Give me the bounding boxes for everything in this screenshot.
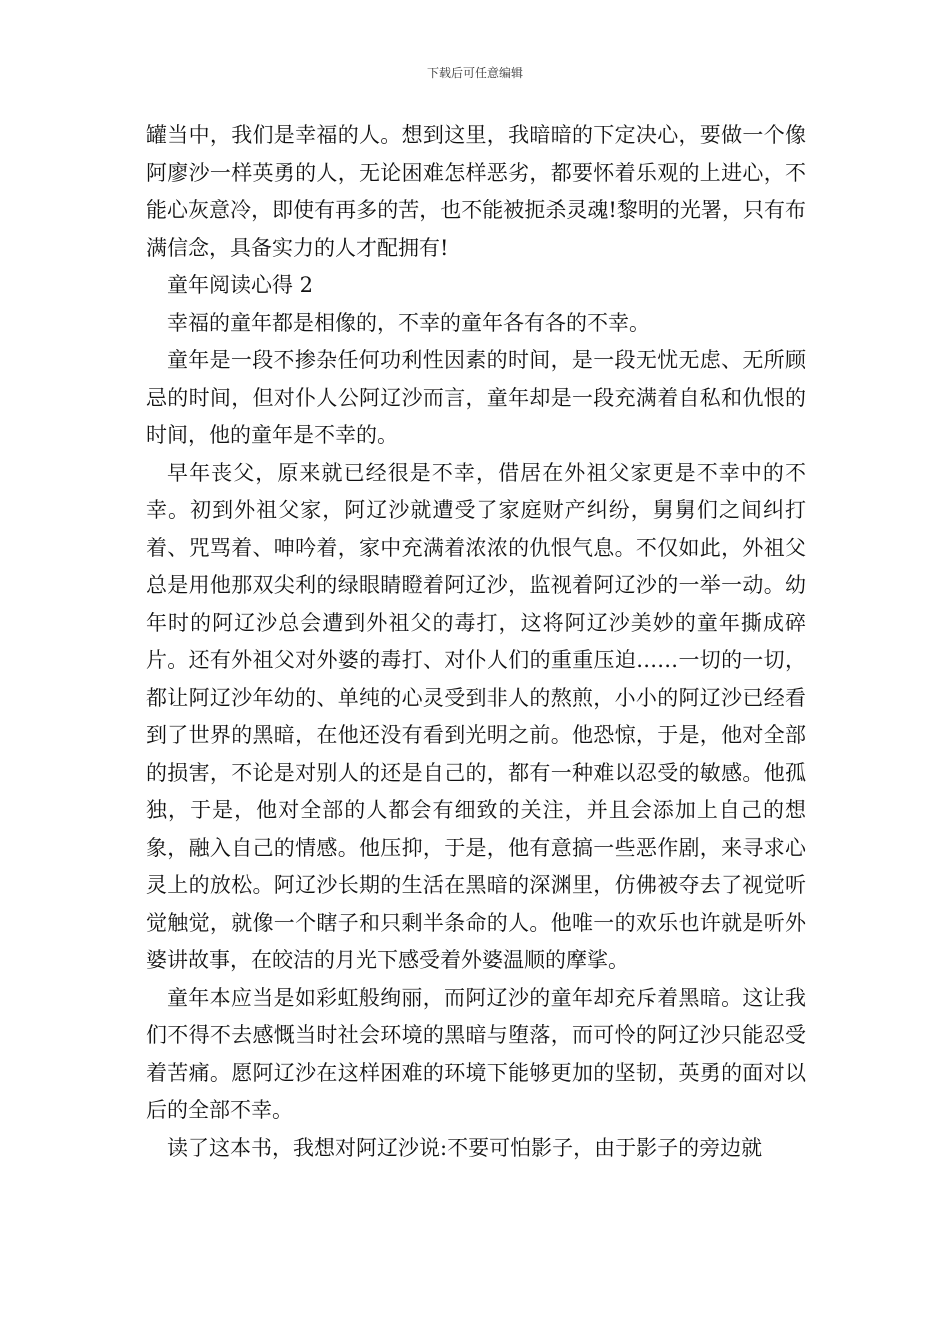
paragraph-continuation: 罐当中，我们是幸福的人。想到这里，我暗暗的下定决心，要做一个像阿廖沙一样英勇的人，无论困难怎样恶劣，都要怀着乐观的上进心，不能心灰意冷，即使有再多的苦，也不能被扼杀灵魂!黎明的光署，只有布满信念，具备实力的人才配拥有! (146, 123, 806, 260)
paragraph: 早年丧父，原来就已经很是不幸，借居在外祖父家更是不幸中的不幸。初到外祖父家，阿辽沙就遭受了家庭财产纠纷，舅舅们之间纠打着、咒骂着、呻吟着，家中充满着浓浓的仇恨气息。不仅如此，外祖父总是用他那双尖利的绿眼睛瞪着阿辽沙，监视着阿辽沙的一举一动。幼年时的阿辽沙总会遭到外祖父的毒打，这将阿辽沙美妙的童年撕成碎片。还有外祖父对外婆的毒打、对仆人们的重重压迫……一切的一切，都让阿辽沙年幼的、单纯的心灵受到非人的熬煎，小小的阿辽沙已经看到了世界的黑暗，在他还没有看到光明之前。他恐惊，于是，他对全部的损害，不论是对别人的还是自己的，都有一种难以忍受的敏感。他孤独，于是，他对全部的人都会有细致的关注，并且会添加上自己的想象，融入自己的情感。他压抑，于是，他有意搞一些恶作剧，来寻求心灵上的放松。阿辽沙长期的生活在黑暗的深渊里，仿佛被夺去了视觉听觉触觉，就像一个瞎子和只剩半条命的人。他唯一的欢乐也许就是听外婆讲故事，在皎洁的月光下感受着外婆温顺的摩挲。 (146, 460, 806, 972)
paragraph-opening: 幸福的童年都是相像的，不幸的童年各有各的不幸。 (167, 310, 650, 335)
paragraph: 童年是一段不掺杂任何功利性因素的时间，是一段无忧无虑、无所顾忌的时间，但对仆人公阿辽沙而言，童年却是一段充满着自私和仇恨的时间，他的童年是不幸的。 (146, 348, 806, 447)
page-header: 下载后可任意编辑 (426, 66, 523, 80)
section-heading: 童年阅读心得 2 (167, 273, 314, 297)
document-body (146, 117, 806, 1167)
paragraph-last: 读了这本书，我想对阿辽沙说:不要可怕影子，由于影子的旁边就 (167, 1135, 763, 1160)
paragraph: 童年本应当是如彩虹般绚丽，而阿辽沙的童年却充斥着黑暗。这让我们不得不去感慨当时社会环境的黑暗与堕落，而可怜的阿辽沙只能忍受着苦痛。愿阿辽沙在这样困难的环境下能够更加的坚韧，英勇的面对以后的全部不幸。 (146, 985, 806, 1122)
